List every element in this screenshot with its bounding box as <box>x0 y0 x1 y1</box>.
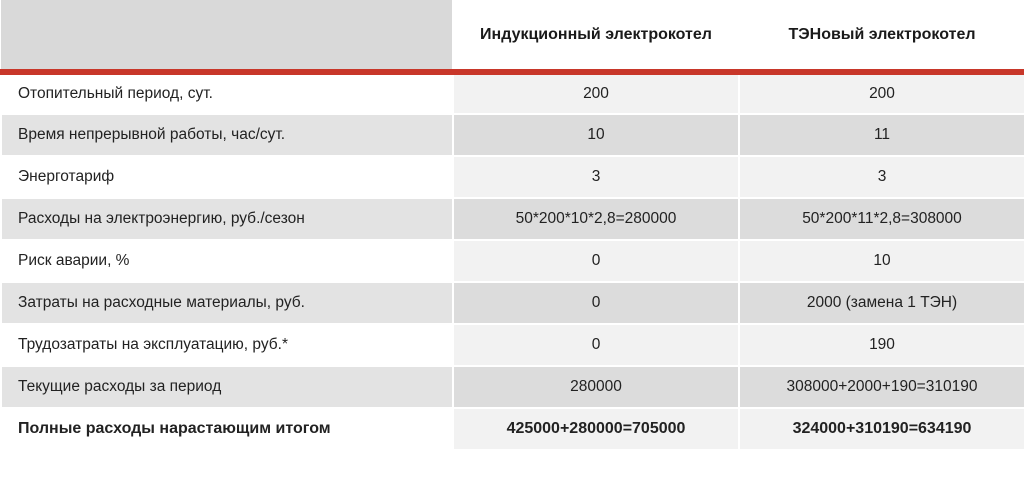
table-header-row <box>1 0 1024 72</box>
row-value-ten: 200 <box>739 72 1024 114</box>
table-row <box>1 114 1024 156</box>
row-value-induction: 0 <box>453 324 739 366</box>
table-header <box>1 0 1024 72</box>
row-value-ten: 2000 (замена 1 ТЭН) <box>739 282 1024 324</box>
row-value-induction: 0 <box>453 282 739 324</box>
row-value-induction: 200 <box>453 72 739 114</box>
row-value-induction: 10 <box>453 114 739 156</box>
table-row <box>1 72 1024 114</box>
row-label: Расходы на электроэнергию, руб./сезон <box>1 198 453 240</box>
row-label: Время непрерывной работы, час/сут. <box>1 114 453 156</box>
row-label: Трудозатраты на эксплуатацию, руб.* <box>1 324 453 366</box>
row-label: Энерготариф <box>1 156 453 198</box>
row-value-ten: 308000+2000+190=310190 <box>739 366 1024 408</box>
row-label: Полные расходы нарастающим итогом <box>1 408 453 450</box>
row-label: Текущие расходы за период <box>1 366 453 408</box>
table-row-total <box>1 408 1024 450</box>
row-value-ten: 324000+310190=634190 <box>739 408 1024 450</box>
row-value-ten: 3 <box>739 156 1024 198</box>
row-value-ten: 10 <box>739 240 1024 282</box>
row-value-induction: 3 <box>453 156 739 198</box>
column-header-blank <box>1 0 453 72</box>
table-row <box>1 324 1024 366</box>
row-label: Затраты на расходные материалы, руб. <box>1 282 453 324</box>
row-value-ten: 50*200*11*2,8=308000 <box>739 198 1024 240</box>
row-label: Риск аварии, % <box>1 240 453 282</box>
row-label: Отопительный период, сут. <box>1 72 453 114</box>
table-row <box>1 282 1024 324</box>
column-header-induction: Индукционный электрокотел <box>453 0 739 72</box>
row-value-ten: 190 <box>739 324 1024 366</box>
table-body <box>1 72 1024 450</box>
row-value-induction: 50*200*10*2,8=280000 <box>453 198 739 240</box>
table-row <box>1 198 1024 240</box>
column-header-ten: ТЭНовый электрокотел <box>739 0 1024 72</box>
bottom-spacer <box>0 451 1024 485</box>
row-value-induction: 425000+280000=705000 <box>453 408 739 450</box>
row-value-induction: 280000 <box>453 366 739 408</box>
table-row <box>1 366 1024 408</box>
row-value-induction: 0 <box>453 240 739 282</box>
table-row <box>1 240 1024 282</box>
table-row <box>1 156 1024 198</box>
row-value-ten: 11 <box>739 114 1024 156</box>
